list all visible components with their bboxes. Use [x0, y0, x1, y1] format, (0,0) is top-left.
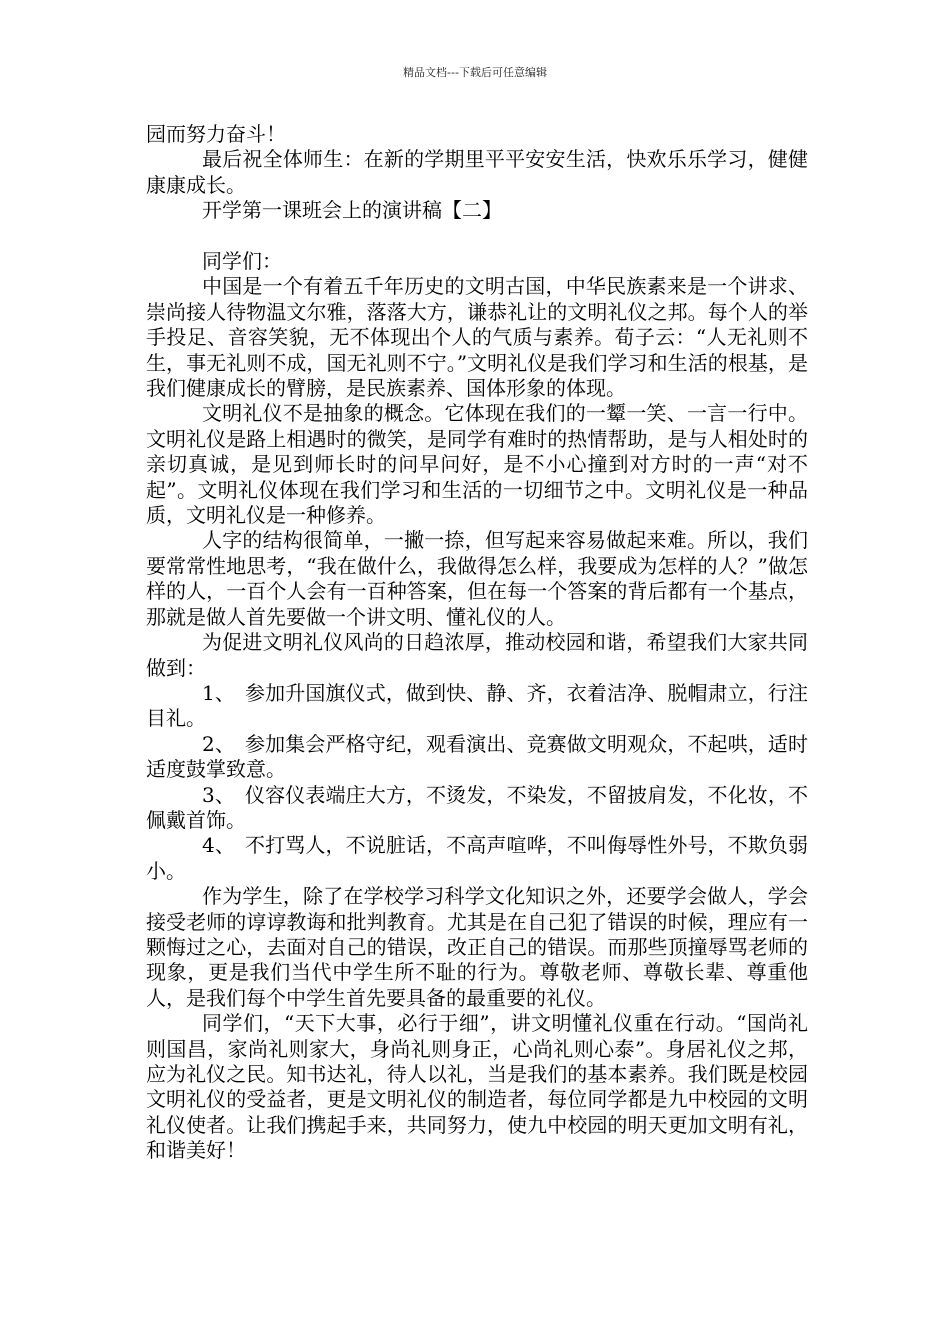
- paragraph: 人字的结构很简单，一撇一捺，但写起来容易做起来难。所以，我们要常常性地思考，“我在做什么，我做得怎么样，我要成为怎样的人？”做怎样的人，一百个人会有一百种答案，但在每一个答案的背后都有一个基点，那就是做人首先要做一个讲文明、懂礼仪的人。: [146, 528, 808, 629]
- section-heading: 开学第一课班会上的演讲稿【二】: [202, 198, 502, 223]
- salutation: 同学们：: [202, 249, 282, 274]
- list-item: 1、 参加升国旗仪式，做到快、静、齐，衣着洁净、脱帽肃立，行注目礼。: [146, 680, 808, 731]
- document-body: [146, 122, 808, 1164]
- paragraph: 作为学生，除了在学校学习科学文化知识之外，还要学会做人，学会接受老师的谆谆教诲和批判教育。尤其是在自己犯了错误的时候，理应有一颗悔过之心，去面对自己的错误，改正自己的错误。而那些顶撞辱骂老师的现象，更是我们当代中学生所不耻的行为。尊敬老师、尊敬长辈、尊重他人，是我们每个中学生首先要具备的最重要的礼仪。: [146, 884, 808, 1010]
- blank-line: [146, 224, 808, 249]
- list-item: 2、 参加集会严格守纪，观看演出、竞赛做文明观众，不起哄，适时适度鼓掌致意。: [146, 731, 808, 782]
- paragraph: 文明礼仪不是抽象的概念。它体现在我们的一颦一笑、一言一行中。文明礼仪是路上相遇时的微笑，是同学有难时的热情帮助，是与人相处时的亲切真诚，是见到师长时的问早问好，是不小心撞到对方时的一声“对不起”。文明礼仪体现在我们学习和生活的一切细节之中。文明礼仪是一种品质，文明礼仪是一种修养。: [146, 401, 808, 528]
- paragraph: 同学们，“天下大事，必行于细”，讲文明懂礼仪重在行动。“国尚礼则国昌，家尚礼则家大，身尚礼则身正，心尚礼则心泰”。身居礼仪之邦，应为礼仪之民。知书达礼，待人以礼，当是我们的基本素养。我们既是校园文明礼仪的受益者，更是文明礼仪的制造者，每位同学都是九中校园的文明礼仪使者。让我们携起手来，共同努力，使九中校园的明天更加文明有礼，和谐美好！: [146, 1011, 808, 1163]
- list-item: 3、 仪容仪表端庄大方，不烫发，不染发，不留披肩发，不化妆，不佩戴首饰。: [146, 782, 808, 832]
- paragraph-continuation: 园而努力奋斗！: [146, 122, 286, 146]
- list-item: 4、 不打骂人，不说脏话，不高声喧哗，不叫侮辱性外号，不欺负弱小。: [146, 833, 808, 883]
- paragraph-closing-wish: 最后祝全体师生：在新的学期里平平安安生活，快欢乐乐学习，健健康康成长。: [146, 147, 808, 197]
- page-header: 精品文档---下载后可任意编辑: [403, 66, 547, 79]
- paragraph: 中国是一个有着五千年历史的文明古国，中华民族素来是一个讲求、崇尚接人待物温文尔雅，落落大方，谦恭礼让的文明礼仪之邦。每个人的举手投足、音容笑貌，无不体现出个人的气质与素养。荀子云：“人无礼则不生，事无礼则不成，国无礼则不宁。”文明礼仪是我们学习和生活的根基，是我们健康成长的臂膀，是民族素养、国体形象的体现。: [146, 274, 808, 401]
- paragraph: 为促进文明礼仪风尚的日趋浓厚，推动校园和谐，希望我们大家共同做到：: [146, 630, 808, 680]
